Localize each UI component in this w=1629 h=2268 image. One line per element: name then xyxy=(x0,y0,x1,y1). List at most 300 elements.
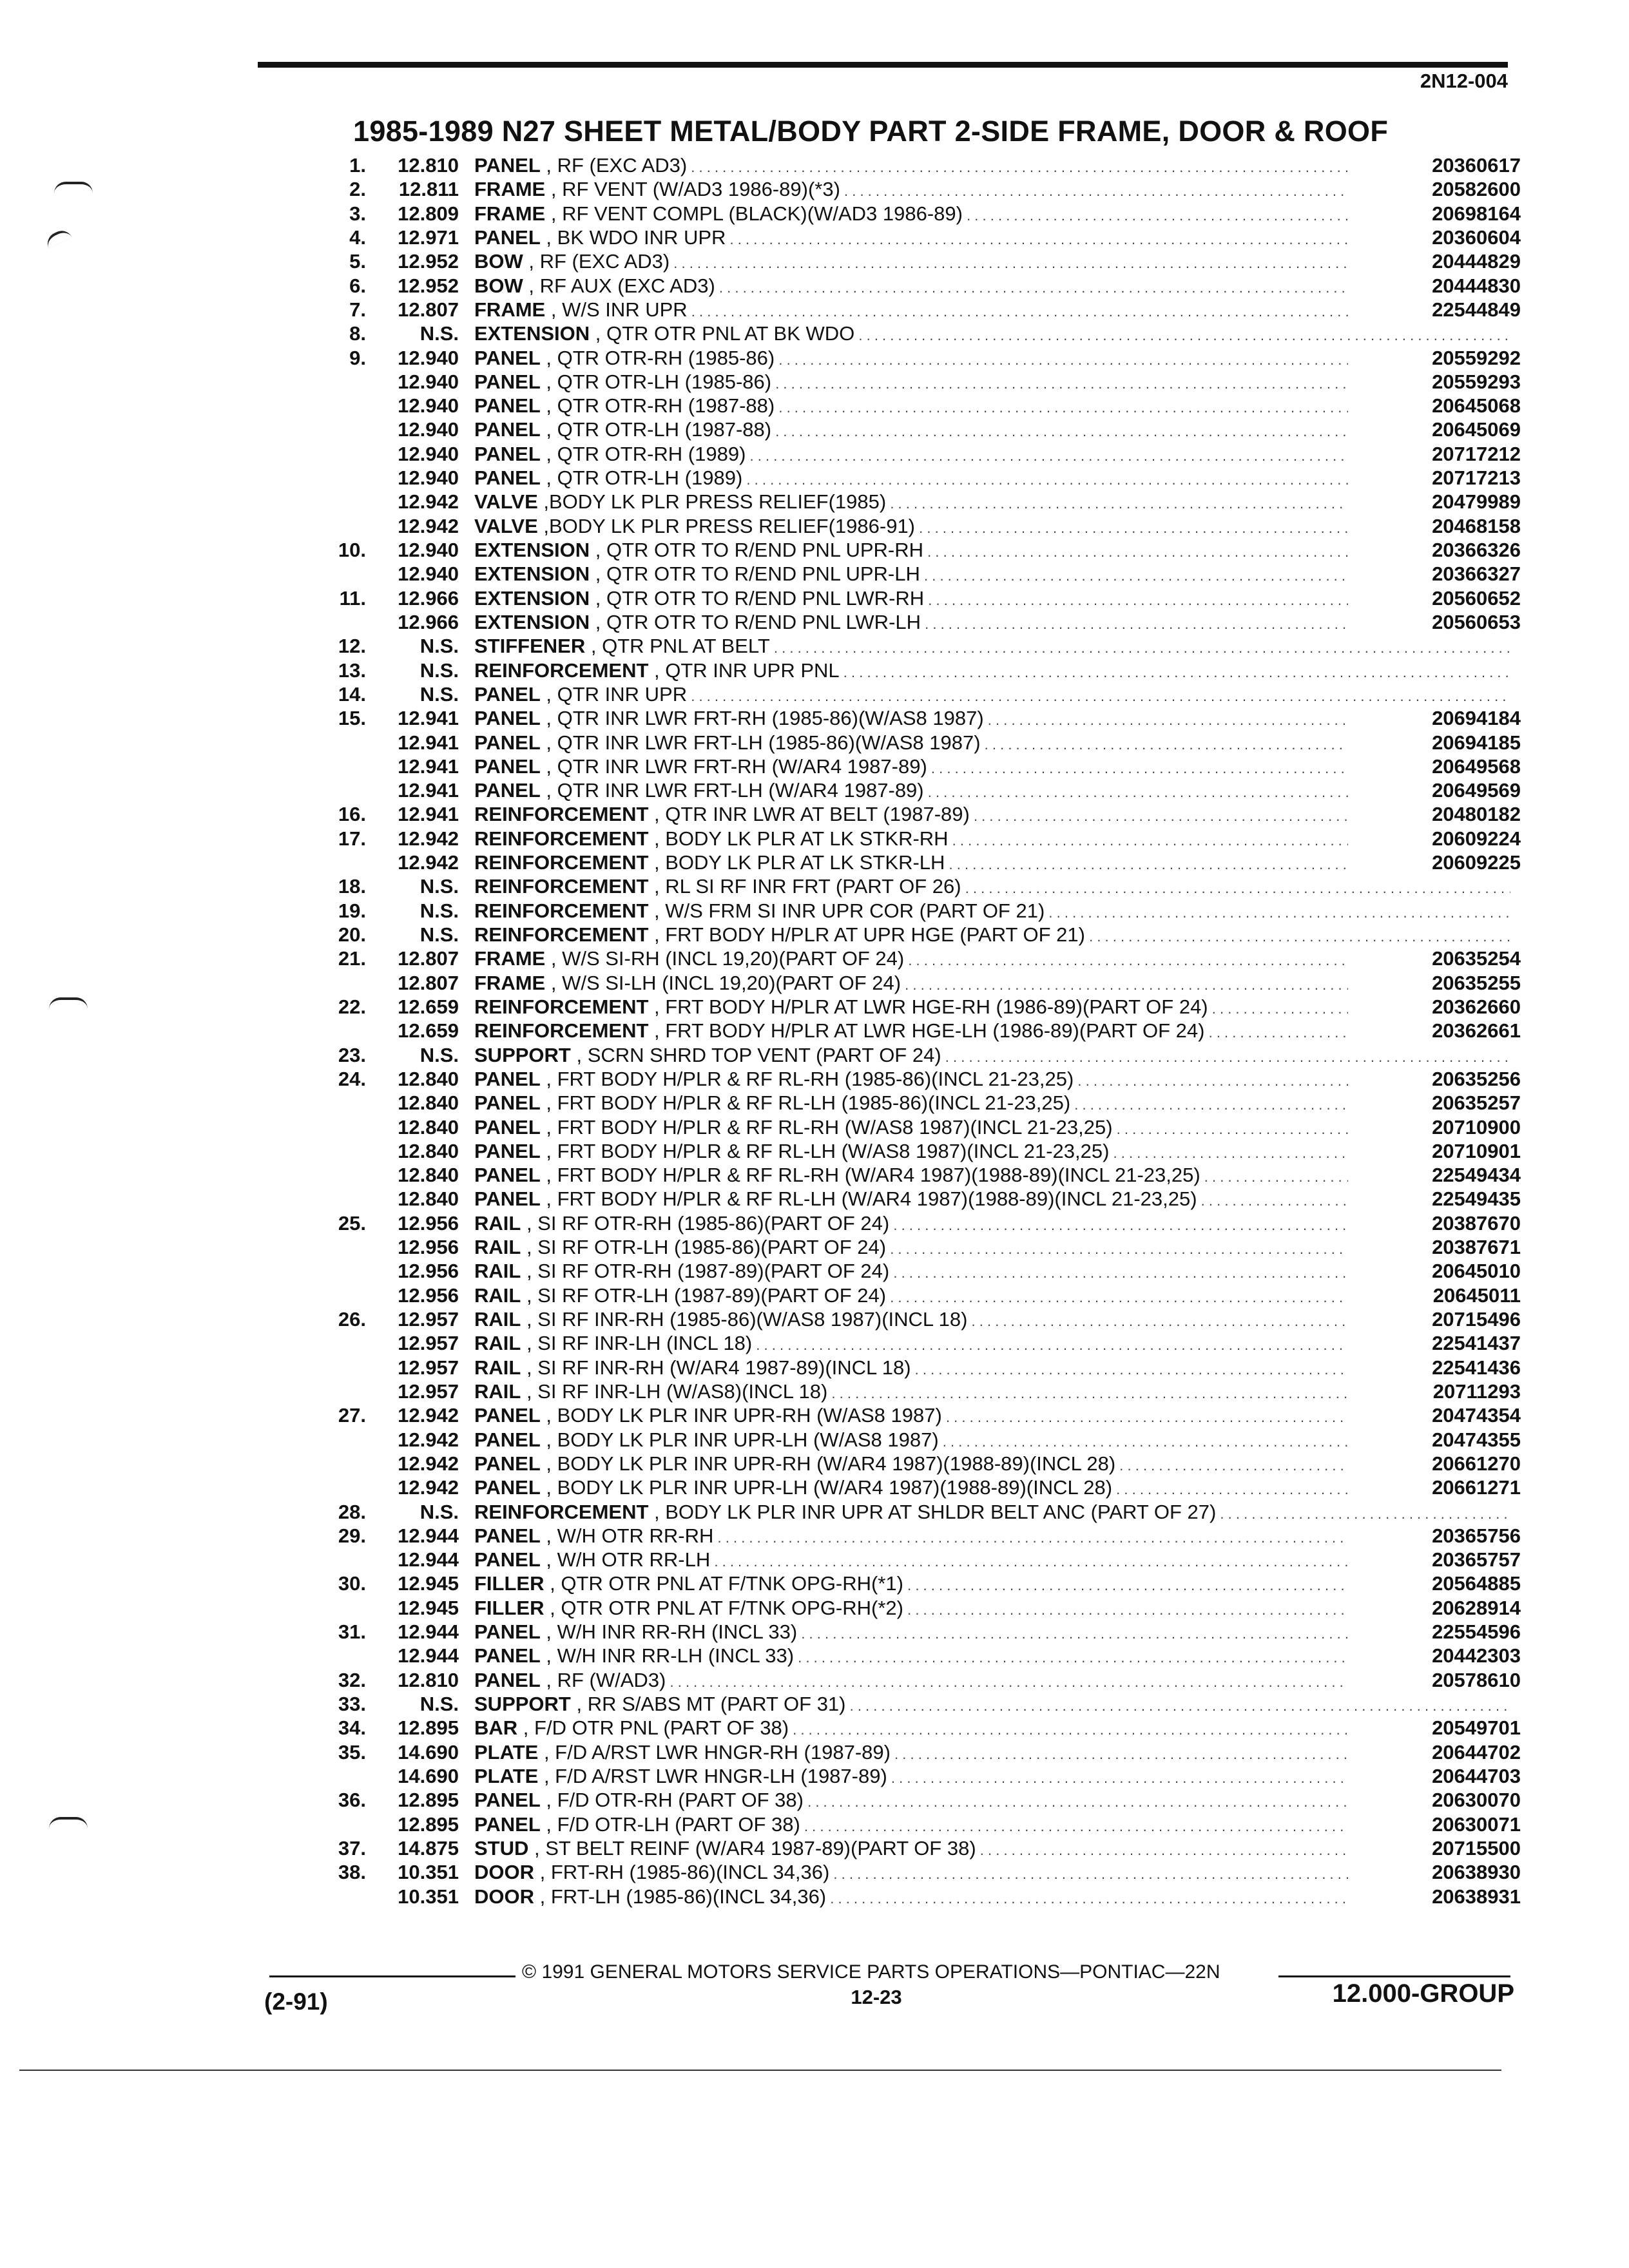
part-detail: , QTR INR UPR PNL xyxy=(654,658,840,682)
item-number: 19. xyxy=(338,899,366,922)
part-detail: , FRT BODY H/PLR & RF RL-LH (W/AR4 1987)(1988-89)(INCL 21-23,25) xyxy=(546,1187,1197,1211)
item-number: 9. xyxy=(349,346,366,369)
part-detail: , SCRN SHRD TOP VENT (PART OF 24) xyxy=(576,1043,941,1066)
table-row xyxy=(322,153,1521,177)
table-row xyxy=(322,1331,1521,1355)
item-number: 12. xyxy=(338,635,366,658)
group-number: 12.941 xyxy=(398,754,459,778)
document-code: 2N12-004 xyxy=(1420,70,1508,92)
parts-list xyxy=(322,153,1521,1908)
table-row xyxy=(322,322,1521,345)
group-number: 12.659 xyxy=(398,1019,459,1043)
group-number: N.S. xyxy=(419,1693,459,1715)
part-detail: , W/S INR UPR xyxy=(550,298,688,321)
table-row xyxy=(322,1788,1521,1812)
page-number: 12-23 xyxy=(851,1986,902,2008)
table-row xyxy=(322,1211,1521,1235)
part-number: 20630071 xyxy=(1348,1812,1521,1836)
table-row xyxy=(322,1571,1521,1595)
part-number: 20360604 xyxy=(1348,226,1521,249)
item-number: 18. xyxy=(338,875,366,898)
part-number: 20474354 xyxy=(1348,1403,1521,1427)
part-type: PANEL xyxy=(474,1164,541,1187)
part-detail: , SI RF OTR-RH (1987-89)(PART OF 24) xyxy=(526,1260,890,1283)
part-type: REINFORCEMENT xyxy=(474,1500,649,1523)
table-row xyxy=(322,249,1521,273)
group-number: 12.942 xyxy=(398,827,459,850)
part-number: 20717213 xyxy=(1348,466,1521,490)
group-number: 12.840 xyxy=(398,1139,459,1162)
part-type: REINFORCEMENT xyxy=(474,923,649,946)
part-number: 20387670 xyxy=(1348,1211,1521,1235)
group-number: 12.941 xyxy=(398,803,459,826)
group-number: N.S. xyxy=(419,923,459,946)
part-type: PLATE xyxy=(474,1764,539,1787)
part-detail: , RF (EXC AD3) xyxy=(546,154,688,177)
part-type: EXTENSION xyxy=(474,322,590,345)
group-number: 12.957 xyxy=(398,1332,459,1355)
part-detail: , RF VENT (W/AD3 1986-89)(*3) xyxy=(550,178,840,201)
group-number: 12.942 xyxy=(398,1404,459,1427)
item-number: 17. xyxy=(338,827,366,850)
table-row xyxy=(322,923,1521,947)
part-type: PANEL xyxy=(474,418,541,441)
part-number: 20365757 xyxy=(1348,1548,1521,1571)
table-row xyxy=(322,1356,1521,1379)
table-row xyxy=(322,1716,1521,1740)
bottom-rule xyxy=(19,2070,1501,2071)
footer-rule-left xyxy=(269,1975,516,1977)
item-number: 26. xyxy=(338,1308,366,1331)
group-number: 12.807 xyxy=(398,971,459,994)
table-row xyxy=(322,1740,1521,1764)
part-type: PANEL xyxy=(474,731,541,754)
table-row xyxy=(322,1500,1521,1524)
part-type: RAIL xyxy=(474,1356,521,1379)
part-detail: , BODY LK PLR INR UPR-LH (W/AR4 1987)(1988-89)(INCL 28) xyxy=(546,1476,1113,1499)
group-number: 12.942 xyxy=(398,514,459,537)
part-number: 20638930 xyxy=(1348,1860,1521,1884)
item-number: 8. xyxy=(349,322,366,345)
part-number: 20661271 xyxy=(1348,1475,1521,1499)
table-row xyxy=(322,1091,1521,1115)
part-number: 20635257 xyxy=(1348,1091,1521,1115)
group-number: N.S. xyxy=(419,875,459,898)
part-type: PANEL xyxy=(474,1620,541,1644)
group-number: 12.940 xyxy=(398,539,459,561)
item-number: 11. xyxy=(339,586,366,610)
table-row xyxy=(322,1620,1521,1644)
part-number: 20609224 xyxy=(1348,827,1521,850)
part-detail: , QTR INR LWR FRT-RH (W/AR4 1987-89) xyxy=(546,754,927,778)
part-type: PANEL xyxy=(474,1548,541,1571)
item-number: 32. xyxy=(338,1668,366,1691)
table-row xyxy=(322,634,1521,658)
part-number: 20628914 xyxy=(1348,1596,1521,1620)
part-type: DOOR xyxy=(474,1885,534,1908)
part-number: 20468158 xyxy=(1348,514,1521,538)
part-number: 20559292 xyxy=(1348,346,1521,370)
part-number: 20711293 xyxy=(1348,1379,1521,1403)
part-detail: ,BODY LK PLR PRESS RELIEF(1985) xyxy=(543,490,887,514)
part-detail: , FRT BODY H/PLR AT UPR HGE (PART OF 21) xyxy=(654,923,1085,946)
part-number: 20710901 xyxy=(1348,1139,1521,1163)
group-number: 12.942 xyxy=(398,851,459,874)
part-type: PANEL xyxy=(474,754,541,778)
part-description xyxy=(474,1692,1510,1718)
group-number: 12.956 xyxy=(398,1260,459,1283)
part-detail: , SI RF INR-LH (W/AS8)(INCL 18) xyxy=(526,1379,828,1403)
part-type: REINFORCEMENT xyxy=(474,827,649,850)
table-row xyxy=(322,731,1521,754)
part-number: 20645010 xyxy=(1348,1259,1521,1283)
part-number: 20480182 xyxy=(1348,802,1521,826)
group-number: 12.944 xyxy=(398,1548,459,1571)
part-type: REINFORCEMENT xyxy=(474,851,649,874)
part-number: 22549435 xyxy=(1348,1187,1521,1211)
group-number: N.S. xyxy=(419,658,459,682)
group-number: N.S. xyxy=(419,1043,459,1066)
part-type: PANEL xyxy=(474,154,541,177)
group-number: 12.840 xyxy=(398,1187,459,1211)
group-number: N.S. xyxy=(419,899,459,922)
part-number: 20710900 xyxy=(1348,1115,1521,1139)
revision-date: (2-91) xyxy=(264,1988,328,2015)
table-row xyxy=(322,971,1521,995)
part-type: PANEL xyxy=(474,1812,541,1836)
table-row xyxy=(322,177,1521,201)
part-type: BOW xyxy=(474,274,523,297)
part-detail: , BODY LK PLR INR UPR AT SHLDR BELT ANC (PART OF 27) xyxy=(654,1500,1217,1523)
part-number: 20362660 xyxy=(1348,995,1521,1019)
part-number: 20635255 xyxy=(1348,971,1521,995)
group-number: 12.944 xyxy=(398,1620,459,1644)
part-detail: , SI RF OTR-LH (1987-89)(PART OF 24) xyxy=(526,1283,887,1307)
part-detail: , QTR OTR-LH (1989) xyxy=(546,466,743,490)
part-type: PANEL xyxy=(474,1187,541,1211)
table-row xyxy=(322,802,1521,826)
top-rule xyxy=(258,62,1508,68)
item-number: 27. xyxy=(338,1404,366,1427)
part-number: 22541436 xyxy=(1348,1356,1521,1379)
group-number: 12.807 xyxy=(398,947,459,970)
part-number: 20715496 xyxy=(1348,1307,1521,1331)
item-number: 34. xyxy=(338,1716,366,1740)
part-type: PANEL xyxy=(474,466,541,490)
group-number: 12.945 xyxy=(398,1572,459,1595)
part-number: 22544849 xyxy=(1348,298,1521,322)
group-number: 12.940 xyxy=(398,442,459,465)
part-detail: , BODY LK PLR INR UPR-RH (W/AR4 1987)(1988-89)(INCL 28) xyxy=(546,1452,1116,1475)
group-number: 12.895 xyxy=(398,1789,459,1812)
part-type: PANEL xyxy=(474,1067,541,1090)
table-row xyxy=(322,1885,1521,1908)
group-number: 12.809 xyxy=(398,202,459,225)
part-description xyxy=(474,658,1510,684)
part-number: 20582600 xyxy=(1348,177,1521,201)
part-number: 20649568 xyxy=(1348,754,1521,778)
part-type: EXTENSION xyxy=(474,586,590,610)
item-number: 29. xyxy=(338,1524,366,1547)
group-number: 12.957 xyxy=(398,1379,459,1403)
table-row xyxy=(322,1596,1521,1620)
part-detail: , QTR OTR TO R/END PNL LWR-RH xyxy=(595,586,925,610)
table-row xyxy=(322,1163,1521,1187)
group-number: 12.940 xyxy=(398,346,459,369)
margin-mark xyxy=(49,997,88,1009)
part-type: FRAME xyxy=(474,202,546,225)
part-detail: , FRT-LH (1985-86)(INCL 34,36) xyxy=(539,1885,827,1908)
table-row xyxy=(322,1860,1521,1884)
table-row xyxy=(322,1283,1521,1307)
part-type: FILLER xyxy=(474,1572,545,1595)
group-number: 14.690 xyxy=(398,1740,459,1763)
group-number: 12.940 xyxy=(398,418,459,441)
part-description xyxy=(474,874,1510,900)
table-row xyxy=(322,1043,1521,1067)
table-row xyxy=(322,1836,1521,1860)
part-type: RAIL xyxy=(474,1211,521,1235)
part-number: 20365756 xyxy=(1348,1524,1521,1548)
part-detail: , QTR OTR-LH (1987-88) xyxy=(546,418,772,441)
part-detail: , QTR OTR-RH (1989) xyxy=(546,442,746,465)
part-type: REINFORCEMENT xyxy=(474,1019,649,1043)
table-row xyxy=(322,586,1521,610)
part-number: 20387671 xyxy=(1348,1235,1521,1259)
page-title: 1985-1989 N27 SHEET METAL/BODY PART 2-SIDE FRAME, DOOR & ROOF xyxy=(353,115,1389,148)
table-row xyxy=(322,850,1521,874)
part-number: 20717212 xyxy=(1348,442,1521,466)
part-detail: , W/S SI-LH (INCL 19,20)(PART OF 24) xyxy=(550,971,901,994)
part-detail: , QTR INR LWR FRT-LH (1985-86)(W/AS8 1987) xyxy=(546,731,981,754)
group-number: 12.957 xyxy=(398,1356,459,1379)
group-number: N.S. xyxy=(419,322,459,345)
group-number: 12.940 xyxy=(398,466,459,490)
part-type: FRAME xyxy=(474,178,546,201)
table-row xyxy=(322,658,1521,682)
group-number: 10.351 xyxy=(398,1885,459,1908)
part-number: 20694185 xyxy=(1348,731,1521,754)
item-number: 24. xyxy=(338,1067,366,1090)
copyright-notice: © 1991 GENERAL MOTORS SERVICE PARTS OPERATIONS—PONTIAC—22N xyxy=(522,1961,1220,1983)
margin-mark xyxy=(49,1817,88,1829)
part-type: PANEL xyxy=(474,1789,541,1812)
footer-rule-right xyxy=(1278,1975,1510,1977)
table-row xyxy=(322,1644,1521,1667)
part-type: PANEL xyxy=(474,226,541,249)
group-number: 14.875 xyxy=(398,1836,459,1860)
part-number: 20715500 xyxy=(1348,1836,1521,1860)
table-row xyxy=(322,1067,1521,1091)
part-type: FRAME xyxy=(474,971,546,994)
item-number: 13. xyxy=(338,658,366,682)
item-number: 14. xyxy=(338,682,366,706)
table-row xyxy=(322,1115,1521,1139)
table-row xyxy=(322,202,1521,226)
table-row xyxy=(322,346,1521,370)
part-detail: , FRT BODY H/PLR & RF RL-LH (W/AS8 1987)(INCL 21-23,25) xyxy=(546,1139,1110,1162)
group-number: N.S. xyxy=(419,682,459,706)
item-number: 30. xyxy=(338,1572,366,1595)
group-number: 12.659 xyxy=(398,995,459,1018)
part-description xyxy=(474,682,1510,708)
margin-mark xyxy=(44,227,72,248)
part-type: RAIL xyxy=(474,1260,521,1283)
part-number: 20474355 xyxy=(1348,1428,1521,1452)
group-number: 12.956 xyxy=(398,1236,459,1259)
part-detail: , SI RF OTR-LH (1985-86)(PART OF 24) xyxy=(526,1236,887,1259)
part-number: 20559293 xyxy=(1348,370,1521,394)
item-number: 2. xyxy=(349,178,366,201)
item-number: 28. xyxy=(338,1500,366,1523)
table-row xyxy=(322,1235,1521,1259)
part-type: RAIL xyxy=(474,1308,521,1331)
part-detail: , F/D A/RST LWR HNGR-LH (1987-89) xyxy=(543,1764,887,1787)
part-type: RAIL xyxy=(474,1332,521,1355)
part-detail: , QTR OTR PNL AT F/TNK OPG-RH(*2) xyxy=(550,1596,903,1619)
part-detail: , FRT-RH (1985-86)(INCL 34,36) xyxy=(539,1861,830,1884)
part-type: PANEL xyxy=(474,1668,541,1691)
item-number: 7. xyxy=(349,298,366,321)
part-type: PANEL xyxy=(474,1452,541,1475)
group-number: 12.840 xyxy=(398,1091,459,1115)
part-number: 20635256 xyxy=(1348,1067,1521,1091)
group-number: 12.941 xyxy=(398,779,459,802)
group-number: 12.940 xyxy=(398,562,459,586)
table-row xyxy=(322,226,1521,249)
part-type: BOW xyxy=(474,250,523,273)
part-number: 20442303 xyxy=(1348,1644,1521,1667)
part-detail: , QTR OTR TO R/END PNL UPR-LH xyxy=(595,562,920,586)
part-type: PANEL xyxy=(474,1644,541,1667)
item-number: 25. xyxy=(338,1211,366,1235)
table-row xyxy=(322,1452,1521,1475)
part-number: 20444830 xyxy=(1348,274,1521,298)
table-row xyxy=(322,995,1521,1019)
table-row xyxy=(322,899,1521,923)
part-type: PANEL xyxy=(474,442,541,465)
table-row xyxy=(322,1187,1521,1211)
table-row xyxy=(322,1475,1521,1499)
table-row xyxy=(322,490,1521,514)
part-detail: , W/H OTR RR-RH xyxy=(546,1524,714,1547)
group-number: 12.810 xyxy=(398,154,459,177)
table-row xyxy=(322,1019,1521,1043)
part-detail: , QTR OTR PNL AT F/TNK OPG-RH(*1) xyxy=(550,1572,903,1595)
part-number: 20362661 xyxy=(1348,1019,1521,1043)
part-type: REINFORCEMENT xyxy=(474,875,649,898)
group-number: 12.952 xyxy=(398,250,459,273)
part-number: 20645011 xyxy=(1348,1283,1521,1307)
part-type: BAR xyxy=(474,1716,518,1740)
table-row xyxy=(322,514,1521,538)
group-number: 12.940 xyxy=(398,394,459,418)
item-number: 4. xyxy=(349,226,366,249)
part-detail: , BODY LK PLR AT LK STKR-RH xyxy=(654,827,949,850)
part-detail: , QTR OTR-LH (1985-86) xyxy=(546,370,772,393)
part-type: VALVE xyxy=(474,514,538,537)
part-detail: , RR S/ABS MT (PART OF 31) xyxy=(576,1693,846,1715)
table-row xyxy=(322,947,1521,970)
item-number: 22. xyxy=(338,995,366,1018)
part-number: 22554596 xyxy=(1348,1620,1521,1644)
part-detail: , FRT BODY H/PLR AT LWR HGE-RH (1986-89)(PART OF 24) xyxy=(654,995,1208,1018)
table-row xyxy=(322,827,1521,850)
part-detail: , W/H INR RR-LH (INCL 33) xyxy=(546,1644,795,1667)
table-row xyxy=(322,706,1521,730)
table-row xyxy=(322,442,1521,466)
part-detail: , RF (EXC AD3) xyxy=(528,250,670,273)
part-type: PANEL xyxy=(474,346,541,369)
part-detail: , W/H OTR RR-LH xyxy=(546,1548,711,1571)
part-detail: , RL SI RF INR FRT (PART OF 26) xyxy=(654,875,961,898)
item-number: 10. xyxy=(338,539,366,561)
part-description xyxy=(474,322,1510,347)
part-detail: , SI RF INR-RH (W/AR4 1987-89)(INCL 18) xyxy=(526,1356,911,1379)
item-number: 31. xyxy=(338,1620,366,1644)
part-detail: , FRT BODY H/PLR & RF RL-RH (W/AS8 1987)(INCL 21-23,25) xyxy=(546,1115,1113,1139)
part-type: PANEL xyxy=(474,1404,541,1427)
item-number: 1. xyxy=(349,154,366,177)
part-detail: , QTR INR UPR xyxy=(546,682,688,706)
part-detail: , RF VENT COMPL (BLACK)(W/AD3 1986-89) xyxy=(550,202,963,225)
part-number: 20645068 xyxy=(1348,394,1521,418)
part-detail: , W/H INR RR-RH (INCL 33) xyxy=(546,1620,798,1644)
group-number: 12.942 xyxy=(398,1476,459,1499)
table-row xyxy=(322,1139,1521,1163)
item-number: 23. xyxy=(338,1043,366,1066)
item-number: 21. xyxy=(338,947,366,970)
group-number: 12.944 xyxy=(398,1524,459,1547)
group-number: 12.811 xyxy=(398,178,459,201)
table-row xyxy=(322,538,1521,562)
part-detail: , RF AUX (EXC AD3) xyxy=(528,274,715,297)
table-row xyxy=(322,1668,1521,1692)
group-number: 12.940 xyxy=(398,370,459,393)
item-number: 15. xyxy=(338,707,366,730)
part-number: 20644702 xyxy=(1348,1740,1521,1764)
part-number: 20609225 xyxy=(1348,850,1521,874)
table-row xyxy=(322,466,1521,490)
part-detail: , QTR INR LWR FRT-RH (1985-86)(W/AS8 1987) xyxy=(546,707,984,730)
part-number: 22549434 xyxy=(1348,1163,1521,1187)
part-type: SUPPORT xyxy=(474,1043,571,1066)
table-row xyxy=(322,298,1521,322)
table-row xyxy=(322,1428,1521,1452)
group-number: 12.956 xyxy=(398,1283,459,1307)
part-detail: , QTR OTR-RH (1987-88) xyxy=(546,394,775,418)
part-detail: , F/D OTR-LH (PART OF 38) xyxy=(546,1812,800,1836)
part-number: 20661270 xyxy=(1348,1452,1521,1475)
table-row xyxy=(322,754,1521,778)
part-type: PANEL xyxy=(474,1091,541,1115)
part-type: EXTENSION xyxy=(474,539,590,561)
item-number: 38. xyxy=(338,1861,366,1884)
group-number: 12.807 xyxy=(398,298,459,321)
part-description xyxy=(474,923,1510,948)
part-number: 20479989 xyxy=(1348,490,1521,514)
group-number: 12.941 xyxy=(398,707,459,730)
group-number: 14.690 xyxy=(398,1764,459,1787)
part-number: 20366327 xyxy=(1348,562,1521,586)
part-detail: , F/D OTR-RH (PART OF 38) xyxy=(546,1789,804,1812)
group-number: 12.956 xyxy=(398,1211,459,1235)
table-row xyxy=(322,1812,1521,1836)
part-description xyxy=(474,634,1510,660)
table-row xyxy=(322,874,1521,898)
group-number: 12.840 xyxy=(398,1164,459,1187)
part-detail: , FRT BODY H/PLR & RF RL-RH (1985-86)(INCL 21-23,25) xyxy=(546,1067,1074,1090)
